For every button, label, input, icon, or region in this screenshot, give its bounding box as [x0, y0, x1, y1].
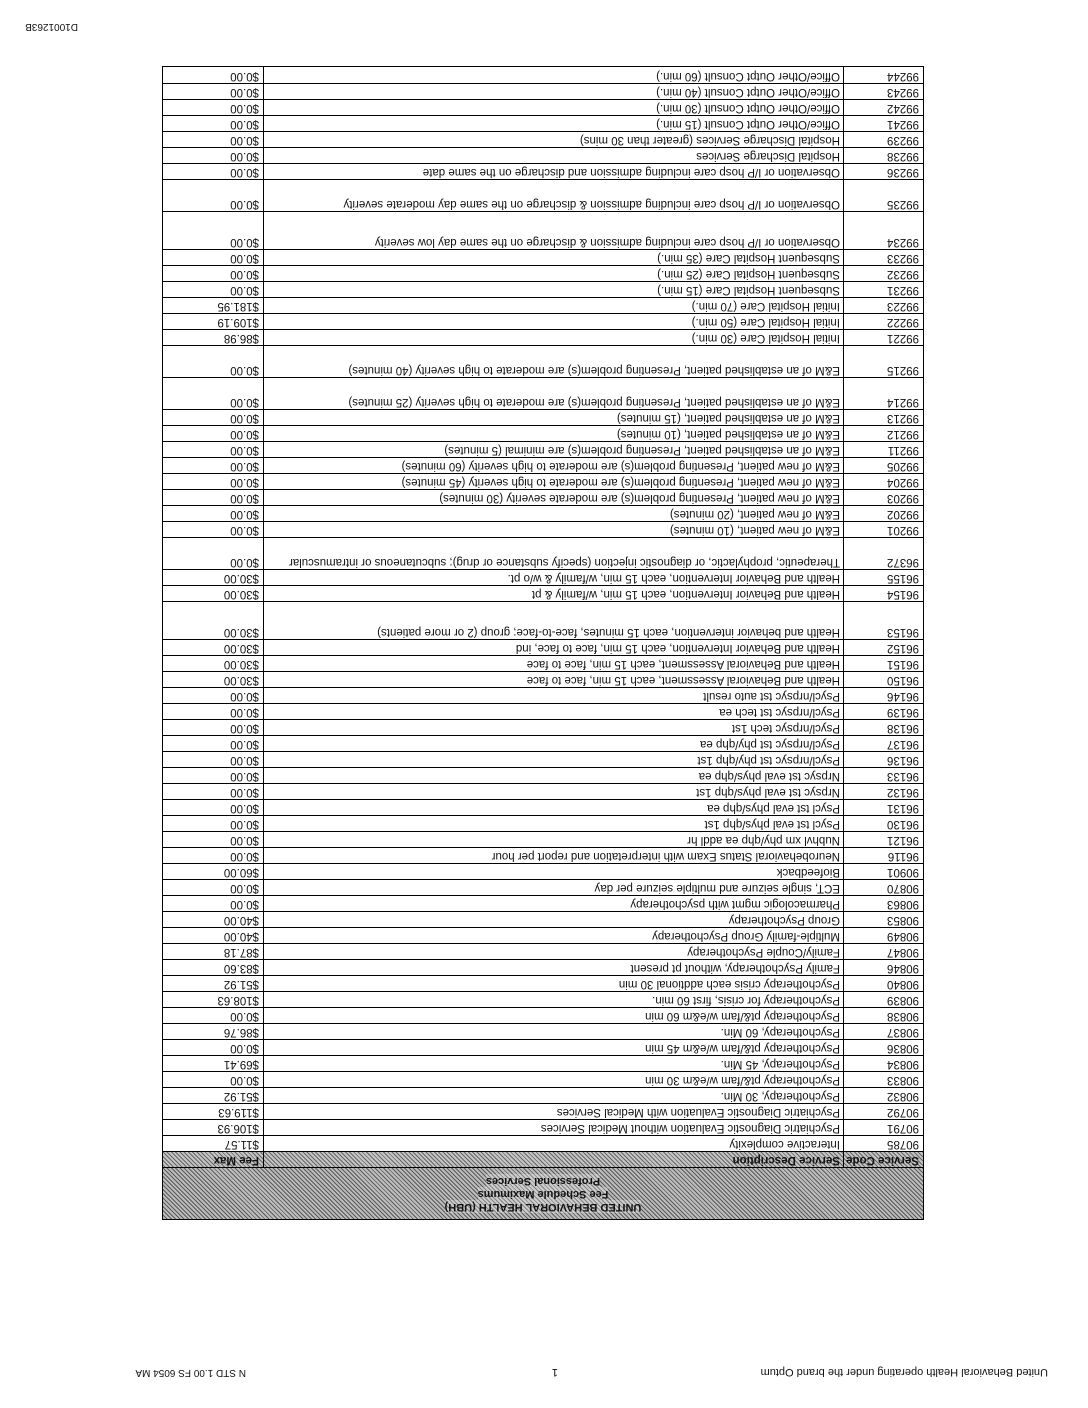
table-row — [163, 179, 923, 211]
service-description: E&M of an established patient, (10 minutes) — [263, 426, 843, 441]
service-code: 99201 — [843, 522, 923, 537]
service-description: Initial Hospital Care (30 min.) — [263, 330, 843, 345]
service-description: Hospital Discharge Services — [263, 148, 843, 163]
table-row — [163, 249, 923, 265]
service-code: 99202 — [843, 506, 923, 521]
fee-max: $30.00 — [223, 658, 259, 670]
service-description: Observation or I/P hosp care including admission and discharge on the same date — [263, 164, 843, 179]
table-row — [163, 863, 923, 879]
fee-max: $30.00 — [223, 626, 259, 638]
fee-max: $0.00 — [230, 86, 259, 98]
table-row — [163, 131, 923, 147]
table-row — [163, 313, 923, 329]
service-description: Psycl/nrpsyc tst phy/qhp 1st — [263, 752, 843, 767]
fee-max: $30.00 — [223, 674, 259, 686]
fee-max: $0.00 — [230, 818, 259, 830]
table-title-line: UNITED BEHAVIORAL HEALTH (UBH) — [444, 1201, 642, 1213]
service-code: 99244 — [843, 67, 923, 83]
fee-max: $0.00 — [230, 882, 259, 894]
fee-max: $109.19 — [217, 316, 259, 328]
service-description: Group Psychotherapy — [263, 912, 843, 927]
fee-max: $86.98 — [223, 332, 259, 344]
table-row — [163, 735, 923, 751]
service-code: 99242 — [843, 100, 923, 115]
service-code: 99231 — [843, 282, 923, 297]
service-code: 96131 — [843, 800, 923, 815]
fee-max: $30.00 — [223, 572, 259, 584]
fee-max: $0.00 — [230, 134, 259, 146]
fee-max: $0.00 — [230, 492, 259, 504]
fee-max: $0.00 — [230, 412, 259, 424]
table-title — [163, 1167, 923, 1219]
service-code: 96116 — [843, 848, 923, 863]
service-description: Nubhvl xm phy/qhp ea addl hr — [263, 832, 843, 847]
service-code: 96133 — [843, 768, 923, 783]
service-code: 99211 — [843, 442, 923, 457]
table-row — [163, 163, 923, 179]
column-header-description: Service Description — [263, 1152, 843, 1167]
service-code: 96152 — [843, 640, 923, 655]
table-title-line: Fee Schedule Maximums — [477, 1188, 609, 1200]
fee-max: $0.00 — [230, 476, 259, 488]
service-code: 90849 — [843, 928, 923, 943]
fee-max: $0.00 — [230, 284, 259, 296]
service-code: 90833 — [843, 1072, 923, 1087]
service-description: Observation or I/P hosp care including admission & discharge on the same day moderate severity — [263, 180, 843, 211]
service-code: 99233 — [843, 250, 923, 265]
table-row — [163, 569, 923, 585]
service-code: 99232 — [843, 266, 923, 281]
table-row — [163, 879, 923, 895]
service-code: 96121 — [843, 832, 923, 847]
fee-max: $51.92 — [223, 978, 259, 990]
service-code: 99223 — [843, 298, 923, 313]
service-description: Psychiatric Diagnostic Evaluation with Medical Services — [263, 1104, 843, 1119]
service-description: E&M of an established patient, Presenting problem(s) are moderate to high severity (25 minutes) — [263, 378, 843, 409]
service-description: Family/Couple Psychotherapy — [263, 944, 843, 959]
fee-max: $108.63 — [217, 994, 259, 1006]
column-header-row — [163, 1151, 923, 1167]
fee-max: $0.00 — [230, 770, 259, 782]
service-code: 99214 — [843, 378, 923, 409]
service-description: Health and Behavior Intervention, each 15 min, w/family & pt — [263, 586, 843, 601]
service-code: 90836 — [843, 1040, 923, 1055]
service-description: Initial Hospital Care (50 min.) — [263, 314, 843, 329]
service-code: 96155 — [843, 570, 923, 585]
fee-max: $0.00 — [230, 524, 259, 536]
service-description: Subsequent Hospital Care (15 min.) — [263, 282, 843, 297]
table-row — [163, 847, 923, 863]
header-right: N STD 1.00 FS 6054 MA — [135, 1367, 246, 1378]
service-code: 99234 — [843, 212, 923, 249]
service-code: 90832 — [843, 1088, 923, 1103]
fee-max: $30.00 — [223, 642, 259, 654]
table-row — [163, 585, 923, 601]
service-description: ECT, single seizure and multiple seizure per day — [263, 880, 843, 895]
service-description: Health and Behavior Intervention, each 15 min, face to face, ind — [263, 640, 843, 655]
fee-max: $87.18 — [223, 946, 259, 958]
fee-max: $0.00 — [230, 1042, 259, 1054]
service-code: 96138 — [843, 720, 923, 735]
table-row — [163, 265, 923, 281]
fee-max: $11.57 — [224, 1138, 259, 1150]
service-description: Psycl/nrpsyc tst auto result — [263, 688, 843, 703]
service-description: Office/Other Outpt Consult (40 min.) — [263, 84, 843, 99]
table-row — [163, 281, 923, 297]
table-row — [163, 911, 923, 927]
table-row — [163, 505, 923, 521]
table-row — [163, 329, 923, 345]
service-description: Family Psychotherapy, without pt present — [263, 960, 843, 975]
fee-max: $0.00 — [230, 556, 259, 568]
table-row — [163, 815, 923, 831]
service-description: Multiple-family Group Psychotherapy — [263, 928, 843, 943]
table-row — [163, 99, 923, 115]
table-row — [163, 703, 923, 719]
service-code: 90791 — [843, 1120, 923, 1135]
fee-max: $0.00 — [230, 268, 259, 280]
service-code: 90853 — [843, 912, 923, 927]
service-code: 96136 — [843, 752, 923, 767]
service-description: Biofeedback — [263, 864, 843, 879]
service-code: 99205 — [843, 458, 923, 473]
service-description: E&M of new patient, Presenting problem(s) are moderate severity (30 minutes) — [263, 490, 843, 505]
fee-max: $0.00 — [230, 722, 259, 734]
service-description: Psycl tst eval phys/qhp ea — [263, 800, 843, 815]
service-code: 99221 — [843, 330, 923, 345]
table-row — [163, 147, 923, 163]
table-row — [163, 1087, 923, 1103]
table-row — [163, 601, 923, 639]
table-row — [163, 409, 923, 425]
service-description: Observation or I/P hosp care including admission & discharge on the same day low severity — [263, 212, 843, 249]
service-code: 99215 — [843, 346, 923, 377]
fee-max: $83.60 — [223, 962, 259, 974]
table-row — [163, 473, 923, 489]
fee-max: $0.00 — [230, 364, 259, 376]
service-description: Psychotherapy, 60 Min. — [263, 1024, 843, 1039]
service-code: 96146 — [843, 688, 923, 703]
document-id: D1001263B — [25, 21, 78, 32]
service-code: 90792 — [843, 1104, 923, 1119]
service-description: E&M of an established patient, (15 minutes) — [263, 410, 843, 425]
table-row — [163, 1023, 923, 1039]
service-description: Health and behavior intervention, each 15 minutes, face-to-face; group (2 or more patients) — [263, 602, 843, 639]
fee-max: $0.00 — [230, 236, 259, 248]
table-row — [163, 489, 923, 505]
fee-max: $0.00 — [230, 428, 259, 440]
service-description: Psychotherapy pt&/fam w/e&m 60 min — [263, 1008, 843, 1023]
table-row — [163, 83, 923, 99]
service-description: Initial Hospital Care (70 min.) — [263, 298, 843, 313]
table-row — [163, 1007, 923, 1023]
service-code: 90838 — [843, 1008, 923, 1023]
table-row — [163, 927, 923, 943]
fee-max: $0.00 — [230, 1010, 259, 1022]
service-code: 90846 — [843, 960, 923, 975]
table-row — [163, 655, 923, 671]
table-row — [163, 895, 923, 911]
service-description: Pharmacologic mgmt with psychotherapy — [263, 896, 843, 911]
service-description: Hospital Discharge Services (greater than 30 mins) — [263, 132, 843, 147]
service-code: 96151 — [843, 656, 923, 671]
service-code: 99243 — [843, 84, 923, 99]
table-row — [163, 1119, 923, 1135]
service-description: Psycl tst eval phys/qhp 1st — [263, 816, 843, 831]
fee-max: $86.76 — [223, 1026, 259, 1038]
table-row — [163, 719, 923, 735]
fee-max: $69.41 — [223, 1058, 259, 1070]
column-header-fee: Fee Max — [213, 1154, 259, 1166]
table-row — [163, 67, 923, 83]
service-description: Psychotherapy crisis each addtional 30 min — [263, 976, 843, 991]
table-row — [163, 211, 923, 249]
fee-max: $0.00 — [230, 786, 259, 798]
service-description: E&M of new patient, (10 minutes) — [263, 522, 843, 537]
table-row — [163, 1103, 923, 1119]
service-description: Psychiatric Diagnostic Evaluation without Medical Services — [263, 1120, 843, 1135]
service-code: 96132 — [843, 784, 923, 799]
service-code: 96150 — [843, 672, 923, 687]
service-code: 96139 — [843, 704, 923, 719]
service-code: 99236 — [843, 164, 923, 179]
table-row — [163, 991, 923, 1007]
service-description: Office/Other Outpt Consult (60 min.) — [263, 67, 843, 83]
service-description: Psycl/nrpsyc tst tech ea — [263, 704, 843, 719]
fee-max: $0.00 — [230, 898, 259, 910]
service-code: 99203 — [843, 490, 923, 505]
fee-max: $0.00 — [230, 252, 259, 264]
column-header-code: Service Code — [843, 1152, 923, 1167]
service-code: 96153 — [843, 602, 923, 639]
service-code: 99239 — [843, 132, 923, 147]
service-description: Office/Other Outpt Consult (15 min.) — [263, 116, 843, 131]
fee-max: $40.00 — [223, 914, 259, 926]
fee-max: $0.00 — [230, 738, 259, 750]
fee-max: $60.00 — [223, 866, 259, 878]
service-description: Psycl/nrpsyc tst phy/qhp ea — [263, 736, 843, 751]
table-body — [163, 67, 923, 1151]
table-row — [163, 751, 923, 767]
service-description: Therapeutic, prophylactic, or diagnostic injection (specify substance or drug); subcutaneous or intramuscular — [263, 538, 843, 569]
table-row — [163, 767, 923, 783]
service-description: Psychotherapy, 45 Min. — [263, 1056, 843, 1071]
fee-max: $0.00 — [230, 754, 259, 766]
service-description: E&M of an established patient, Presenting problem(s) are moderate to high severity (40 minutes) — [263, 346, 843, 377]
service-code: 90863 — [843, 896, 923, 911]
table-row — [163, 297, 923, 313]
fee-max: $106.93 — [217, 1122, 259, 1134]
fee-max: $0.00 — [230, 508, 259, 520]
table-row — [163, 783, 923, 799]
service-code: 99238 — [843, 148, 923, 163]
service-code: 96372 — [843, 538, 923, 569]
fee-max: $0.00 — [230, 166, 259, 178]
fee-max: $0.00 — [230, 150, 259, 162]
service-description: Nrpsyc tst eval phys/qhp 1st — [263, 784, 843, 799]
fee-max: $0.00 — [230, 118, 259, 130]
fee-max: $30.00 — [223, 588, 259, 600]
service-code: 96154 — [843, 586, 923, 601]
service-code: 99213 — [843, 410, 923, 425]
table-row — [163, 671, 923, 687]
service-description: Health and Behavior Intervention, each 15 min, w/family & w/o pt. — [263, 570, 843, 585]
service-description: E&M of new patient, Presenting problem(s) are moderate to high severity (45 minutes) — [263, 474, 843, 489]
fee-max: $0.00 — [230, 70, 259, 82]
service-description: Office/Other Outpt Consult (30 min.) — [263, 100, 843, 115]
fee-max: $0.00 — [230, 802, 259, 814]
fee-max: $0.00 — [230, 706, 259, 718]
fee-max: $40.00 — [223, 930, 259, 942]
service-code: 99212 — [843, 426, 923, 441]
service-description: Psychotherapy pt&/fam w/e&m 30 min — [263, 1072, 843, 1087]
table-row — [163, 537, 923, 569]
fee-max: $0.00 — [230, 1074, 259, 1086]
table-row — [163, 831, 923, 847]
service-description: Nrpsyc tst eval phys/qhp ea — [263, 768, 843, 783]
service-description: E&M of an established patient, Presenting problem(s) are minimal (5 minutes) — [263, 442, 843, 457]
service-code: 99222 — [843, 314, 923, 329]
table-row — [163, 959, 923, 975]
table-row — [163, 1055, 923, 1071]
service-description: Subsequent Hospital Care (35 min.) — [263, 250, 843, 265]
table-row — [163, 345, 923, 377]
fee-max: $0.00 — [230, 102, 259, 114]
fee-max: $0.00 — [230, 460, 259, 472]
fee-max: $51.92 — [223, 1090, 259, 1102]
service-description: E&M of new patient, (20 minutes) — [263, 506, 843, 521]
service-description: Psychotherapy pt&/fam w/e&m 45 min — [263, 1040, 843, 1055]
fee-max: $119.63 — [218, 1106, 259, 1118]
service-description: Psychotherapy, 30 Min. — [263, 1088, 843, 1103]
fee-max: $0.00 — [230, 690, 259, 702]
service-description: E&M of new patient, Presenting problem(s) are moderate to high severity (60 minutes) — [263, 458, 843, 473]
service-code: 90840 — [843, 976, 923, 991]
service-code: 96137 — [843, 736, 923, 751]
header-left: United Behavioral Health operating under the brand Optum — [760, 1366, 1048, 1378]
service-description: Psycl/nrpsyc tech 1st — [263, 720, 843, 735]
service-description: Interactive complexity — [263, 1136, 843, 1151]
service-code: 90839 — [843, 992, 923, 1007]
service-code: 96130 — [843, 816, 923, 831]
table-row — [163, 639, 923, 655]
service-description: Health and Behavioral Assessment, each 15 min, face to face — [263, 672, 843, 687]
fee-max: $0.00 — [230, 850, 259, 862]
table-row — [163, 457, 923, 473]
table-row — [163, 521, 923, 537]
service-code: 99235 — [843, 180, 923, 211]
service-code: 90901 — [843, 864, 923, 879]
service-code: 90870 — [843, 880, 923, 895]
table-row — [163, 377, 923, 409]
table-title-line: Professional Services — [485, 1175, 601, 1187]
table-row — [163, 1135, 923, 1151]
table-row — [163, 1039, 923, 1055]
table-row — [163, 943, 923, 959]
service-code: 90837 — [843, 1024, 923, 1039]
service-code: 90847 — [843, 944, 923, 959]
service-description: Health and Behavioral Assessment, each 15 min, face to face — [263, 656, 843, 671]
fee-max: $0.00 — [230, 444, 259, 456]
table-row — [163, 441, 923, 457]
table-row — [163, 425, 923, 441]
table-row — [163, 799, 923, 815]
table-row — [163, 115, 923, 131]
fee-max: $0.00 — [230, 834, 259, 846]
service-code: 90834 — [843, 1056, 923, 1071]
table-row — [163, 975, 923, 991]
service-code: 99241 — [843, 116, 923, 131]
table-row — [163, 687, 923, 703]
service-description: Subsequent Hospital Care (25 min.) — [263, 266, 843, 281]
page-number: 1 — [551, 1366, 558, 1378]
service-description: Psychotherapy for crisis, first 60 min. — [263, 992, 843, 1007]
service-description: Neurobehavioral Status Exam with interpretation and report per hour — [263, 848, 843, 863]
fee-max: $181.95 — [217, 300, 259, 312]
fee-max: $0.00 — [230, 198, 259, 210]
service-code: 99204 — [843, 474, 923, 489]
fee-schedule-table — [162, 66, 924, 1220]
table-row — [163, 1071, 923, 1087]
service-code: 90785 — [843, 1136, 923, 1151]
fee-max: $0.00 — [230, 396, 259, 408]
